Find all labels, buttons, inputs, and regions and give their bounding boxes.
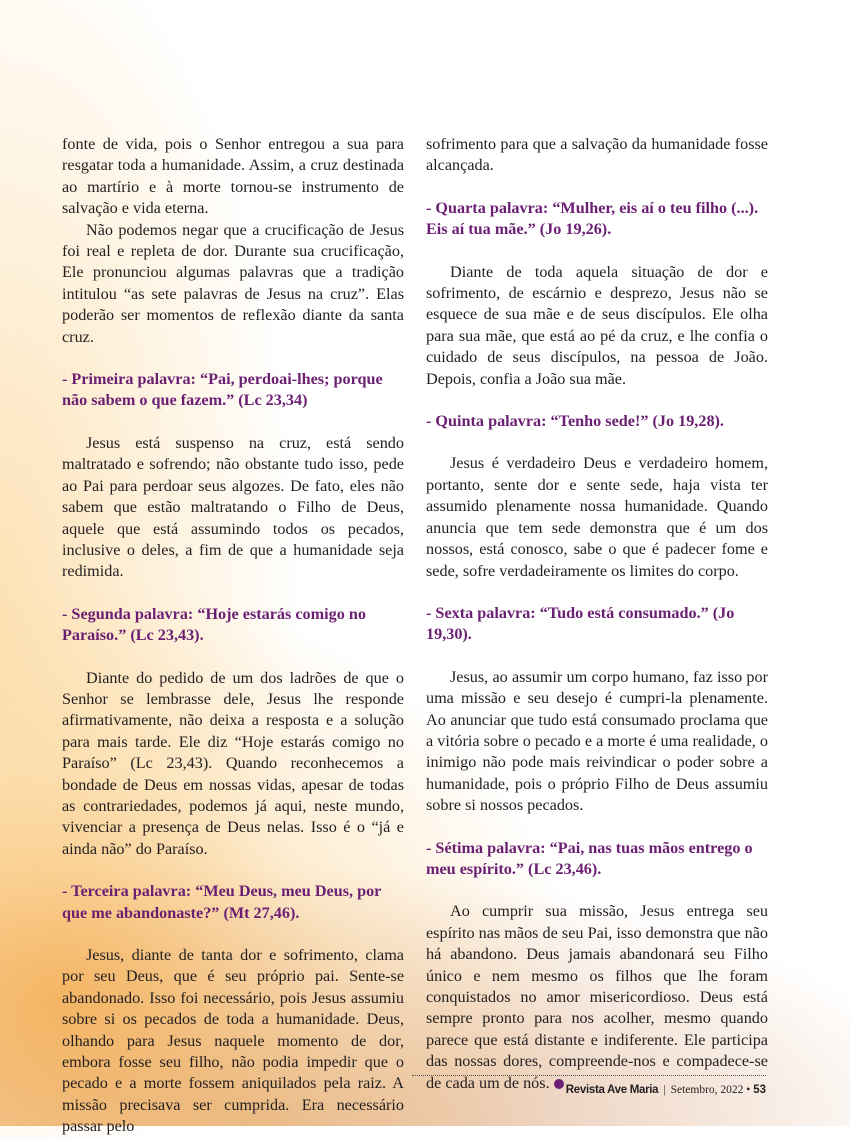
paragraph: Diante de toda aquela situação de dor e sofrimento, de escárnio e desprezo, Jesus não se esquece de sua mãe e de seus discípulos. Ele olha para sua mãe, que está ao pé da cruz, e lhe confia o cuidado de seus discípulos, na pessoa de João. Depois, confia a João sua mãe. bbox=[426, 262, 768, 388]
section-heading-fourth-word: - Quarta palavra: “Mulher, eis aí o teu filho (...). Eis aí tua mãe.” (Jo 19,26). bbox=[426, 198, 759, 239]
page-footer bbox=[566, 1084, 766, 1096]
section-heading-fifth-word: - Quinta palavra: “Tenho sede!” (Jo 19,28). bbox=[426, 412, 724, 431]
section-heading-third-word: - Terceira palavra: “Meu Deus, meu Deus, por que me abandonaste?” (Mt 27,46). bbox=[62, 882, 382, 922]
footer-bullet: • bbox=[746, 1084, 751, 1096]
magazine-name: Revista Ave Maria bbox=[565, 1084, 659, 1096]
end-of-article-dot-icon bbox=[554, 1079, 564, 1089]
paragraph-text: Ao cumprir sua missão, Jesus entrega seu espírito nas mãos de seu Pai, isso demonstra que não há abandono. Deus jamais abandonará seu Filho único e nem mesmo os filhos que lhe foram conquistados no amor misericordioso. Deus está sempre pronto para nos acolher, mesmo quando parece que está distante e indiferente. Ele participa das nossas dores, compreende-nos e compadece-se de cada um de nós. bbox=[426, 902, 768, 1092]
paragraph: Jesus é verdadeiro Deus e verdadeiro homem, portanto, sente dor e sente sede, haja vista ter assumido plenamente nossa humanidade. Quando anuncia que tem sede demonstra que é um dos nossos, está conosco, sabe o que é padecer fome e sede, sofre verdadeiramente os limites do corpo. bbox=[426, 454, 768, 580]
section-heading-seventh-word: - Sétima palavra: “Pai, nas tuas mãos entrego o meu espírito.” (Lc 23,46). bbox=[426, 838, 753, 878]
left-column bbox=[62, 134, 404, 1138]
paragraph: Jesus, ao assumir um corpo humano, faz isso por uma missão e seu desejo é cumpri-la plenamente. Ao anunciar que tudo está consumado proclama que a vitória sobre o pecado e a morte é uma realidade, o inimigo não pode mais reivindicar o poder sobre a humanidade, pois o próprio Filho de Deus assumiu sobre si nossos pecados. bbox=[426, 667, 768, 815]
paragraph: Jesus, diante de tanta dor e sofrimento, clama por seu Deus, que é seu próprio pai. Sente-se abandonado. Isso foi necessário, pois Jesus assumiu sobre si os pecados de toda a humanidade. Deus, olhando para Jesus naquele momento de dor, embora fosse seu filho, não podia impedir que o pecado e a morte fossem aniquilados pela raiz. A missão precisava ser cumprida. Era necessário passar pelo bbox=[62, 946, 404, 1136]
section-heading-second-word: - Segunda palavra: “Hoje estarás comigo no Paraíso.” (Lc 23,43). bbox=[62, 604, 366, 645]
paragraph-final bbox=[426, 901, 768, 1094]
right-column bbox=[426, 134, 768, 1094]
paragraph: Jesus está suspenso na cruz, está sendo maltratado e sofrendo; não obstante tudo isso, pede ao Pai para perdoar seus algozes. De fato, eles não sabem que estão maltratando o Filho de Deus, aquele que está assumindo todos os pecados, inclusive o deles, a fim de que a humanidade seja redimida. bbox=[62, 433, 404, 581]
paragraph: Não podemos negar que a crucificação de Jesus foi real e repleta de dor. Durante sua crucificação, Ele pronunciou algumas palavras que a tradição intitulou “as sete palavras de Jesus na cruz”. Elas poderão ser momentos de reflexão diante da santa cruz. bbox=[62, 220, 404, 346]
footer-separator: | bbox=[663, 1084, 666, 1096]
footer-divider bbox=[412, 1075, 766, 1076]
issue-date: Setembro, 2022 bbox=[670, 1084, 744, 1096]
paragraph: fonte de vida, pois o Senhor entregou a sua para resgatar toda a humanidade. Assim, a cruz destinada ao martírio e à morte tornou-se instrumento de salvação e vida eterna. bbox=[62, 135, 404, 218]
paragraph: Diante do pedido de um dos ladrões de que o Senhor se lembrasse dele, Jesus lhe responde afirmativamente, não deixa a resposta e a solução para mais tarde. Ele diz “Hoje estarás comigo no Paraíso” (Lc 23,43). Quando reconhecemos a bondade de Deus em nossas vidas, apesar de todas as contrariedades, podemos já aqui, neste mundo, vivenciar a presença de Deus nelas. Isso é o “já e ainda não” do Paraíso. bbox=[62, 668, 404, 858]
section-heading-sixth-word: - Sexta palavra: “Tudo está consumado.” (Jo 19,30). bbox=[426, 603, 735, 644]
section-heading-first-word: - Primeira palavra: “Pai, perdoai-lhes; porque não sabem o que fazem.” (Lc 23,34) bbox=[62, 370, 383, 410]
paragraph: sofrimento para que a salvação da humanidade fosse alcançada. bbox=[426, 135, 768, 175]
page-number: 53 bbox=[753, 1084, 766, 1096]
